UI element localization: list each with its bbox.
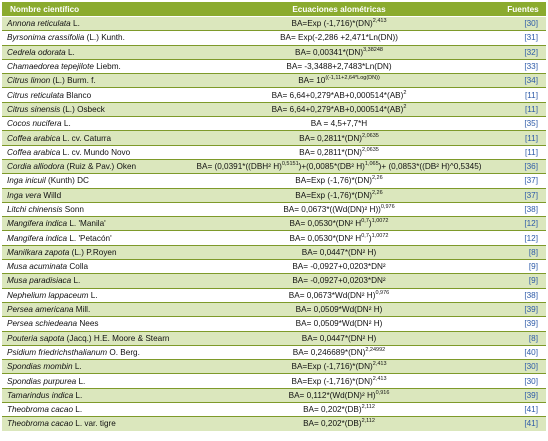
species-cell xyxy=(2,317,178,331)
species-author: (L.) Kunth. xyxy=(84,33,125,43)
species-author: L. cv. Mundo Novo xyxy=(60,147,131,157)
equation-cell xyxy=(178,245,500,259)
equation-text: BA= 0,0509*Wd(DN² H) xyxy=(295,319,383,329)
table-row xyxy=(2,231,546,245)
species-author: Sonn xyxy=(62,205,84,214)
species-genus: Theobroma cacao xyxy=(7,419,73,429)
source-reference-link[interactable]: [37] xyxy=(500,188,546,202)
equation-text: BA= -3,3488+2,7483*Ln(DN) xyxy=(286,62,392,72)
species-genus: Spondias purpurea xyxy=(7,376,77,386)
source-reference-link[interactable]: [37] xyxy=(500,174,546,188)
table-row xyxy=(2,360,546,374)
species-genus: Annona reticulata xyxy=(7,19,71,29)
equation-exponent: 0,976 xyxy=(380,204,395,210)
equation-cell xyxy=(178,88,500,102)
species-author: L. xyxy=(76,376,86,386)
species-cell xyxy=(2,360,178,374)
species-cell xyxy=(2,274,178,288)
equation-text: ) xyxy=(368,233,372,243)
source-reference-link[interactable]: [41] xyxy=(500,417,546,431)
source-reference-link[interactable]: [33] xyxy=(500,59,546,73)
equation-cell xyxy=(178,74,500,88)
allometric-table-container xyxy=(2,2,546,431)
source-reference-link[interactable]: [40] xyxy=(500,345,546,359)
equation-cell xyxy=(178,174,500,188)
allometric-equations-table xyxy=(2,2,546,431)
species-cell xyxy=(2,388,178,402)
equation-text: BA= -0,0927+0,0203*DN² xyxy=(292,262,386,272)
species-cell xyxy=(2,31,178,45)
equation-cell xyxy=(178,217,500,231)
species-author: Colla xyxy=(67,262,89,272)
species-genus: Cocos nucifera xyxy=(7,119,62,129)
equation-text: BA= 6,64+0,279*AB+0,000514*(AB) xyxy=(271,104,404,114)
species-cell xyxy=(2,59,178,73)
species-author: L. xyxy=(71,276,81,286)
species-cell xyxy=(2,88,178,102)
source-reference-link[interactable]: [41] xyxy=(500,403,546,417)
source-reference-link[interactable]: [11] xyxy=(500,88,546,102)
table-row xyxy=(2,260,546,274)
equation-text: BA= 0,0509*Wd(DN² H) xyxy=(295,305,383,315)
species-author: (L.) Burm. f. xyxy=(50,76,96,86)
equation-cell xyxy=(178,274,500,288)
species-genus: Litchi chinensis xyxy=(7,205,63,214)
species-genus: Psidium friedrichsthalianum xyxy=(7,347,108,357)
equation-exponent: 2,0635 xyxy=(362,146,379,153)
equation-text: BA= 0,202*(DB) xyxy=(303,405,362,415)
table-header-row xyxy=(2,2,546,17)
table-row xyxy=(2,74,546,88)
equation-cell xyxy=(178,131,500,145)
species-author: Nees xyxy=(77,319,99,329)
equation-exponent: 1,065 xyxy=(364,161,379,168)
species-cell xyxy=(2,188,178,202)
species-genus: Coffea arabica xyxy=(7,133,61,143)
species-cell xyxy=(2,17,178,31)
equation-text: BA= 0,0447*(DN² H) xyxy=(301,247,377,257)
species-genus: Theobroma cacao xyxy=(7,405,73,415)
species-genus: Musa paradisiaca xyxy=(7,276,72,286)
equation-text: BA= 0,2811*(DN) xyxy=(299,133,363,143)
equation-exponent: ((-1,11+2,64*Log(DN)) xyxy=(325,75,380,82)
table-row xyxy=(2,202,546,216)
source-reference-link[interactable]: [32] xyxy=(500,45,546,59)
species-genus: Persea schiedeana xyxy=(7,319,78,329)
species-author: Willd xyxy=(41,190,62,200)
equation-exponent: 3,38248 xyxy=(363,46,383,53)
source-reference-link[interactable]: [30] xyxy=(500,17,546,31)
species-genus: Pouteria sapota xyxy=(7,333,65,343)
equation-text: BA=Exp (-1,76)*(DN) xyxy=(295,176,372,186)
equation-text: BA= 0,202*(DB) xyxy=(303,419,362,429)
species-genus: Cedrela odorata xyxy=(7,47,66,57)
equation-cell xyxy=(178,45,500,59)
equation-text: BA=Exp (-1,716)*(DN) xyxy=(291,362,373,372)
table-body xyxy=(2,17,546,431)
source-reference-link[interactable]: [38] xyxy=(500,288,546,302)
equation-cell xyxy=(178,145,500,159)
table-row xyxy=(2,388,546,402)
species-cell xyxy=(2,131,178,145)
species-author: L. 'Petacón' xyxy=(67,233,112,243)
species-genus: Persea americana xyxy=(7,305,74,315)
equation-text: BA=Exp (-1,76)*(DN) xyxy=(295,190,372,200)
species-author: L. xyxy=(72,362,82,372)
source-reference-link[interactable]: [39] xyxy=(500,317,546,331)
species-genus: Manilkara zapota xyxy=(7,247,70,257)
species-author: L. xyxy=(65,47,75,57)
species-genus: Musa acuminata xyxy=(7,262,68,272)
table-row xyxy=(2,374,546,388)
table-row xyxy=(2,188,546,202)
species-cell xyxy=(2,417,178,431)
equation-exponent: 2,413 xyxy=(372,361,387,368)
source-reference-link[interactable]: [8] xyxy=(500,331,546,345)
table-row xyxy=(2,274,546,288)
species-cell xyxy=(2,159,178,173)
table-row xyxy=(2,145,546,159)
table-row xyxy=(2,31,546,45)
source-reference-link[interactable]: [9] xyxy=(500,260,546,274)
species-genus: Citrus reticulata xyxy=(7,90,64,100)
species-cell xyxy=(2,403,178,417)
equation-exponent: 2,112 xyxy=(361,404,375,411)
equation-text: BA= 6,64+0,279*AB+0,000514*(AB) xyxy=(271,90,404,100)
species-author: L. xyxy=(73,405,83,415)
source-reference-link[interactable]: [39] xyxy=(500,388,546,402)
species-genus: Coffea arabica xyxy=(7,147,61,157)
equation-exponent: 1,0072 xyxy=(371,218,389,225)
table-row xyxy=(2,59,546,73)
equation-cell xyxy=(178,403,500,417)
equation-exponent: 2 xyxy=(403,103,407,110)
equation-exponent: 2 xyxy=(403,89,407,96)
table-row xyxy=(2,117,546,131)
equation-cell xyxy=(178,317,500,331)
equation-text: )+(0,0085*(DB² H) xyxy=(298,162,365,172)
table-row xyxy=(2,102,546,116)
equation-text: BA= 0,0447*(DN² H) xyxy=(301,333,377,343)
equation-cell xyxy=(178,17,500,31)
equation-exponent: 2,24992 xyxy=(365,346,386,353)
equation-exponent: 0,7 xyxy=(361,218,369,225)
table-row xyxy=(2,17,546,31)
species-author: L. xyxy=(61,119,71,129)
species-cell xyxy=(2,302,178,316)
equation-exponent: 0,916 xyxy=(375,389,390,396)
species-author: L. 'Manila' xyxy=(67,219,106,229)
species-cell xyxy=(2,345,178,359)
equation-cell xyxy=(178,360,500,374)
source-reference-link[interactable]: [11] xyxy=(500,131,546,145)
species-genus: Citrus limon xyxy=(7,76,51,86)
equation-text: BA = 4,5+7,7*H xyxy=(310,119,368,129)
equation-text: BA= Exp(-2,286 +2,471*Ln(DN)) xyxy=(280,33,398,43)
species-author: O. Berg. xyxy=(107,347,140,357)
source-reference-link[interactable]: [11] xyxy=(500,102,546,116)
equation-cell xyxy=(178,102,500,116)
species-genus: Chamaedorea tepejilote xyxy=(7,62,94,72)
equation-exponent: 2,112 xyxy=(361,418,375,425)
equation-cell xyxy=(178,260,500,274)
species-author: (Ruiz & Pav.) Oken xyxy=(64,162,137,172)
header-species: Nombre científico xyxy=(2,2,178,17)
equation-cell xyxy=(178,231,500,245)
table-row xyxy=(2,403,546,417)
table-row xyxy=(2,159,546,173)
species-cell xyxy=(2,331,178,345)
species-genus: Inga inicuil xyxy=(7,176,46,186)
table-row xyxy=(2,331,546,345)
table-row xyxy=(2,174,546,188)
equation-text: BA= 0,0673*Wd(DN² H) xyxy=(288,290,376,300)
equation-cell xyxy=(178,417,500,431)
equation-exponent: 2,0635 xyxy=(362,132,379,139)
source-reference-link[interactable]: [31] xyxy=(500,31,546,45)
source-reference-link[interactable]: [12] xyxy=(500,231,546,245)
species-cell xyxy=(2,260,178,274)
source-reference-link[interactable]: [9] xyxy=(500,274,546,288)
equation-exponent: 1,0072 xyxy=(371,232,389,239)
equation-text: BA= 0,0530*(DN² H xyxy=(289,233,362,243)
equation-cell xyxy=(178,331,500,345)
source-reference-link[interactable]: [38] xyxy=(500,202,546,216)
species-cell xyxy=(2,45,178,59)
equation-cell xyxy=(178,202,500,216)
equation-cell xyxy=(178,302,500,316)
equation-text: )+ (0,0853*((DB² H)^0,5345) xyxy=(378,162,482,172)
species-cell xyxy=(2,117,178,131)
source-reference-link[interactable]: [8] xyxy=(500,245,546,259)
species-cell xyxy=(2,202,178,216)
species-genus: Tamarindus indica xyxy=(7,390,74,400)
species-author: (Jacq.) H.E. Moore & Stearn xyxy=(64,333,170,343)
header-equation: Ecuaciones alométricas xyxy=(178,2,500,17)
table-row xyxy=(2,131,546,145)
species-genus: Cordia alliodora xyxy=(7,162,65,172)
equation-text: BA= 0,112*(Wd(DN)² H) xyxy=(288,390,376,400)
equation-exponent: 0,5151 xyxy=(281,161,299,168)
equation-cell xyxy=(178,117,500,131)
species-cell xyxy=(2,288,178,302)
species-author: L. xyxy=(88,290,98,300)
equation-exponent: 2,26 xyxy=(371,175,383,182)
species-author: L. var. tigre xyxy=(73,419,116,429)
species-author: L. xyxy=(70,19,80,29)
species-cell xyxy=(2,74,178,88)
species-author: Blanco xyxy=(63,90,92,100)
equation-exponent: 0,976 xyxy=(375,289,390,296)
equation-cell xyxy=(178,59,500,73)
equation-text: BA= -0,0927+0,0203*DN² xyxy=(292,276,386,286)
species-genus: Inga vera xyxy=(7,190,42,200)
species-author: (Kunth) DC xyxy=(45,176,89,186)
table-row xyxy=(2,288,546,302)
species-author: Mill. xyxy=(73,305,91,315)
species-author: (L.) P.Royen xyxy=(69,247,117,257)
species-genus: Nephelium lappaceum xyxy=(7,290,89,300)
equation-text: BA= 0,0673*((Wd(DN)² H)) xyxy=(283,205,381,214)
species-cell xyxy=(2,374,178,388)
species-genus: Mangifera indica xyxy=(7,219,68,229)
species-cell xyxy=(2,217,178,231)
equation-text: BA= 10 xyxy=(298,76,326,86)
equation-text: BA= 0,2811*(DN) xyxy=(299,147,363,157)
table-row xyxy=(2,417,546,431)
equation-cell xyxy=(178,374,500,388)
equation-cell xyxy=(178,288,500,302)
species-cell xyxy=(2,245,178,259)
species-genus: Mangifera indica xyxy=(7,233,68,243)
equation-exponent: 2,26 xyxy=(371,189,383,196)
header-sources: Fuentes xyxy=(500,2,546,17)
equation-text: ) xyxy=(368,219,372,229)
equation-exponent: 0,7 xyxy=(361,232,369,239)
source-reference-link[interactable]: [30] xyxy=(500,360,546,374)
species-genus: Byrsonima crassifolia xyxy=(7,33,85,43)
species-author: L. cv. Caturra xyxy=(60,133,112,143)
equation-text: BA= (0,0391*((DBH² H) xyxy=(196,162,282,172)
equation-text: BA=Exp (-1,716)*(DN) xyxy=(291,376,373,386)
species-cell xyxy=(2,174,178,188)
equation-cell xyxy=(178,159,500,173)
species-cell xyxy=(2,145,178,159)
equation-text: BA= 0,246689*(DN) xyxy=(292,347,366,357)
source-reference-link[interactable]: [36] xyxy=(500,159,546,173)
equation-text: BA= 0,0530*(DN² H xyxy=(289,219,362,229)
source-reference-link[interactable]: [12] xyxy=(500,217,546,231)
equation-text: BA= 0,00341*(DN) xyxy=(295,47,364,57)
equation-cell xyxy=(178,388,500,402)
source-reference-link[interactable]: [39] xyxy=(500,302,546,316)
table-row xyxy=(2,317,546,331)
table-row xyxy=(2,345,546,359)
species-author: Liebm. xyxy=(93,62,121,72)
species-genus: Spondias mombin xyxy=(7,362,73,372)
equation-cell xyxy=(178,31,500,45)
species-genus: Citrus sinensis xyxy=(7,104,61,114)
table-row xyxy=(2,88,546,102)
equation-cell xyxy=(178,345,500,359)
table-row xyxy=(2,45,546,59)
equation-text: BA=Exp (-1,716)*(DN) xyxy=(291,19,373,29)
source-reference-link[interactable]: [11] xyxy=(500,145,546,159)
source-reference-link[interactable]: [30] xyxy=(500,374,546,388)
table-row xyxy=(2,302,546,316)
species-author: (L.) Osbeck xyxy=(60,104,105,114)
species-cell xyxy=(2,102,178,116)
equation-exponent: 2,413 xyxy=(372,375,387,382)
species-cell xyxy=(2,231,178,245)
source-reference-link[interactable]: [35] xyxy=(500,117,546,131)
table-row xyxy=(2,245,546,259)
source-reference-link[interactable]: [34] xyxy=(500,74,546,88)
equation-cell xyxy=(178,188,500,202)
table-row xyxy=(2,217,546,231)
species-author: L. xyxy=(73,390,83,400)
equation-exponent: 2,413 xyxy=(372,18,387,25)
